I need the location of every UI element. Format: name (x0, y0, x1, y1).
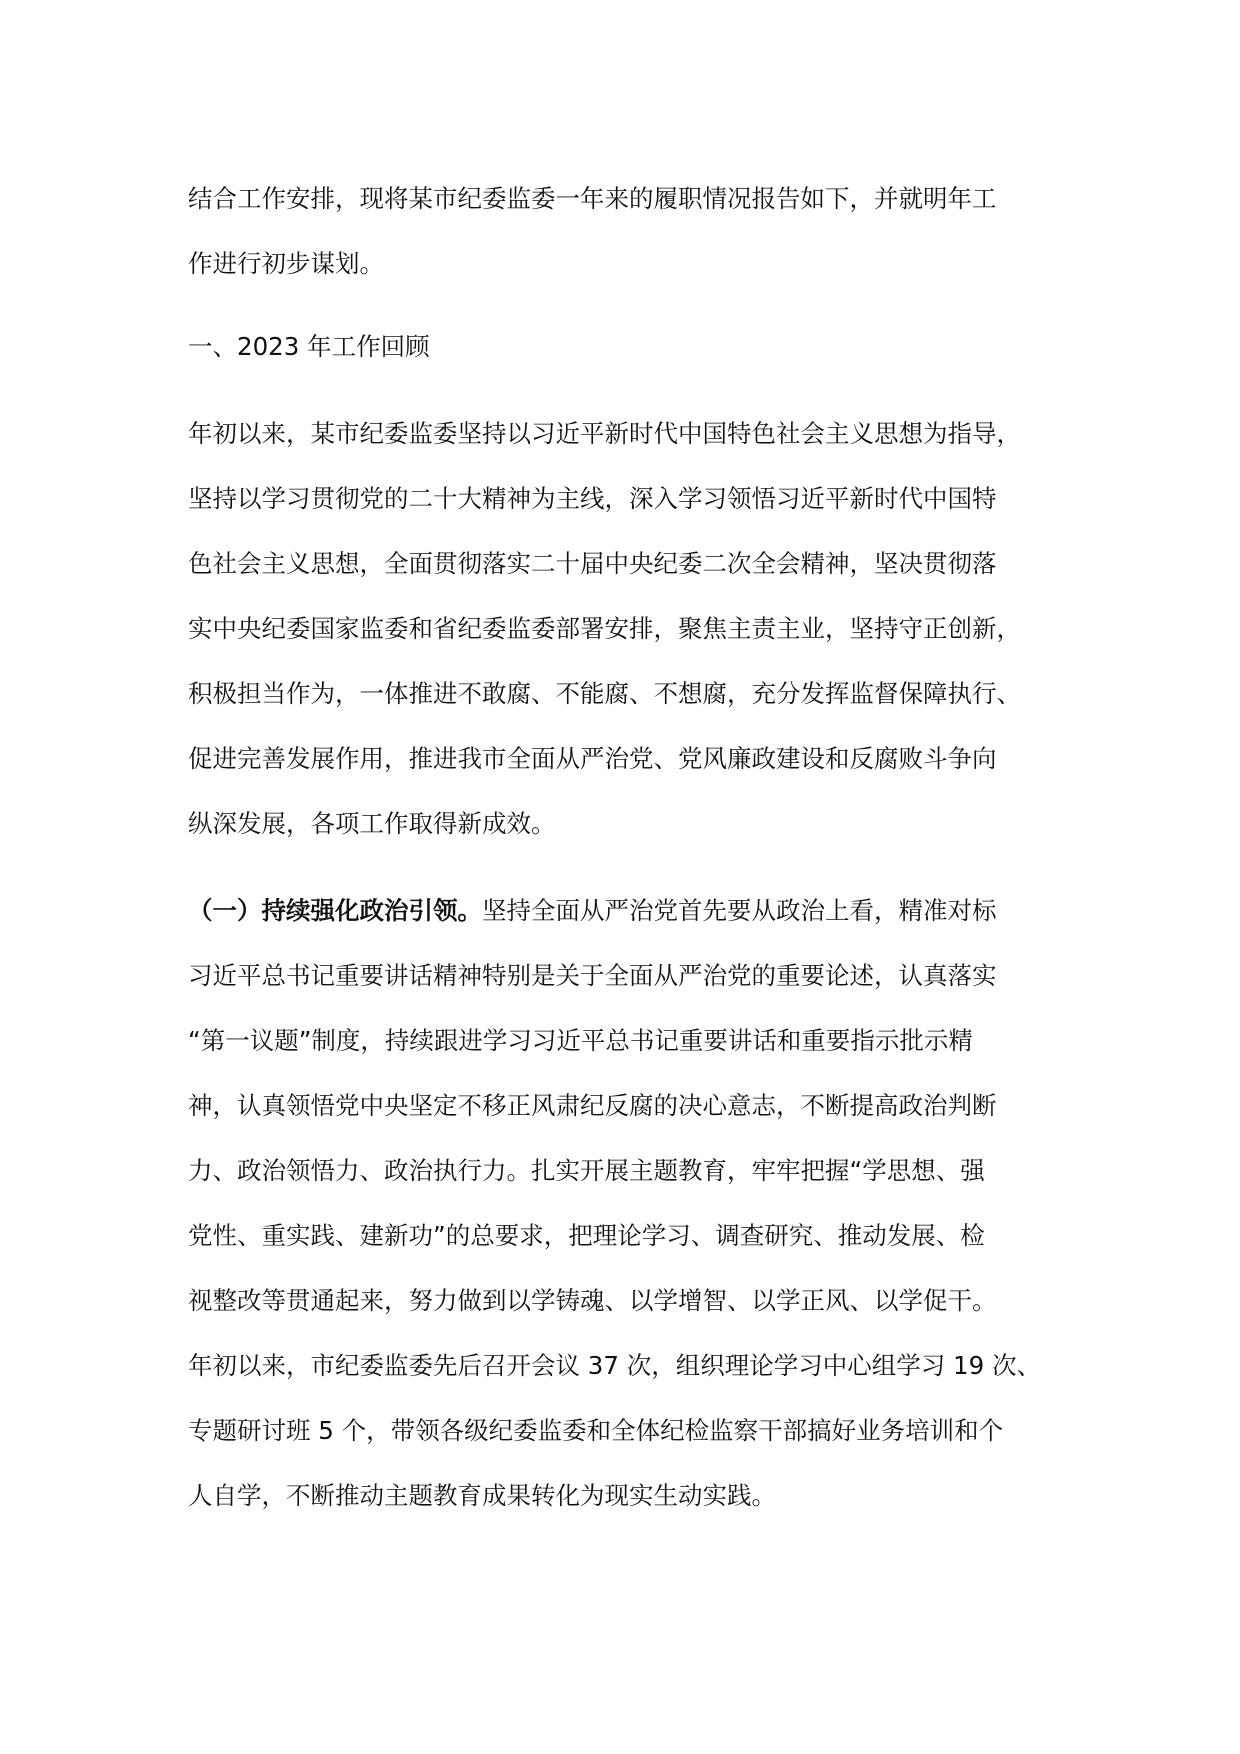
text-line: 年初以来，市纪委监委先后召开会议 37 次，组织理论学习中心组学习 19 次、 (188, 1351, 1041, 1380)
text-line: 人自学，不断推动主题教育成果转化为现实生动实践。 (188, 1481, 776, 1510)
text-line: 积极担当作为，一体推进不敢腐、不能腐、不想腐，充分发挥监督保障执行、 (188, 679, 1021, 708)
subsection-heading: （一）持续强化政治引领。 (188, 896, 482, 925)
text-line: 结合工作安排，现将某市纪委监委一年来的履职情况报告如下，并就明年工 (188, 184, 997, 213)
text-line: 习近平总书记重要讲话精神特别是关于全面从严治党的重要论述，认真落实 (188, 961, 997, 990)
text-line: 神，认真领悟党中央坚定不移正风肃纪反腐的决心意志，不断提高政治判断 (188, 1091, 997, 1120)
document-body (188, 166, 1068, 1528)
review-paragraph (188, 401, 1068, 856)
text-line: 纵深发展，各项工作取得新成效。 (188, 809, 556, 838)
text-line: 专题研讨班 5 个，带领各级纪委监委和全体纪检监察干部搞好业务培训和个 (188, 1416, 1004, 1445)
intro-paragraph (188, 166, 1068, 296)
text-line: 作进行初步谋划。 (188, 249, 384, 278)
subsection-lead-text: 坚持全面从严治党首先要从政治上看，精准对标 (482, 896, 997, 925)
text-line: “第一议题”制度，持续跟进学习习近平总书记重要讲话和重要指示批示精 (188, 1026, 973, 1055)
subsection-political-leadership (188, 878, 1068, 1528)
text-line: 党性、重实践、建新功”的总要求，把理论学习、调查研究、推动发展、检 (188, 1221, 985, 1250)
text-line: 年初以来，某市纪委监委坚持以习近平新时代中国特色社会主义思想为指导， (188, 419, 1021, 448)
text-line: 色社会主义思想，全面贯彻落实二十届中央纪委二次全会精神，坚决贯彻落 (188, 549, 997, 578)
text-line: 实中央纪委国家监委和省纪委监委部署安排，聚焦主责主业，坚持守正创新， (188, 614, 1021, 643)
text-line: 视整改等贯通起来，努力做到以学铸魂、以学增智、以学正风、以学促干。 (188, 1286, 997, 1315)
text-line (188, 878, 1068, 943)
text-line: 力、政治领悟力、政治执行力。扎实开展主题教育，牢牢把握“学思想、强 (188, 1156, 985, 1185)
section-heading: 一、2023 年工作回顾 (188, 332, 430, 361)
text-line: 坚持以学习贯彻党的二十大精神为主线，深入学习领悟习近平新时代中国特 (188, 484, 997, 513)
text-line: 促进完善发展作用，推进我市全面从严治党、党风廉政建设和反腐败斗争向 (188, 744, 997, 773)
